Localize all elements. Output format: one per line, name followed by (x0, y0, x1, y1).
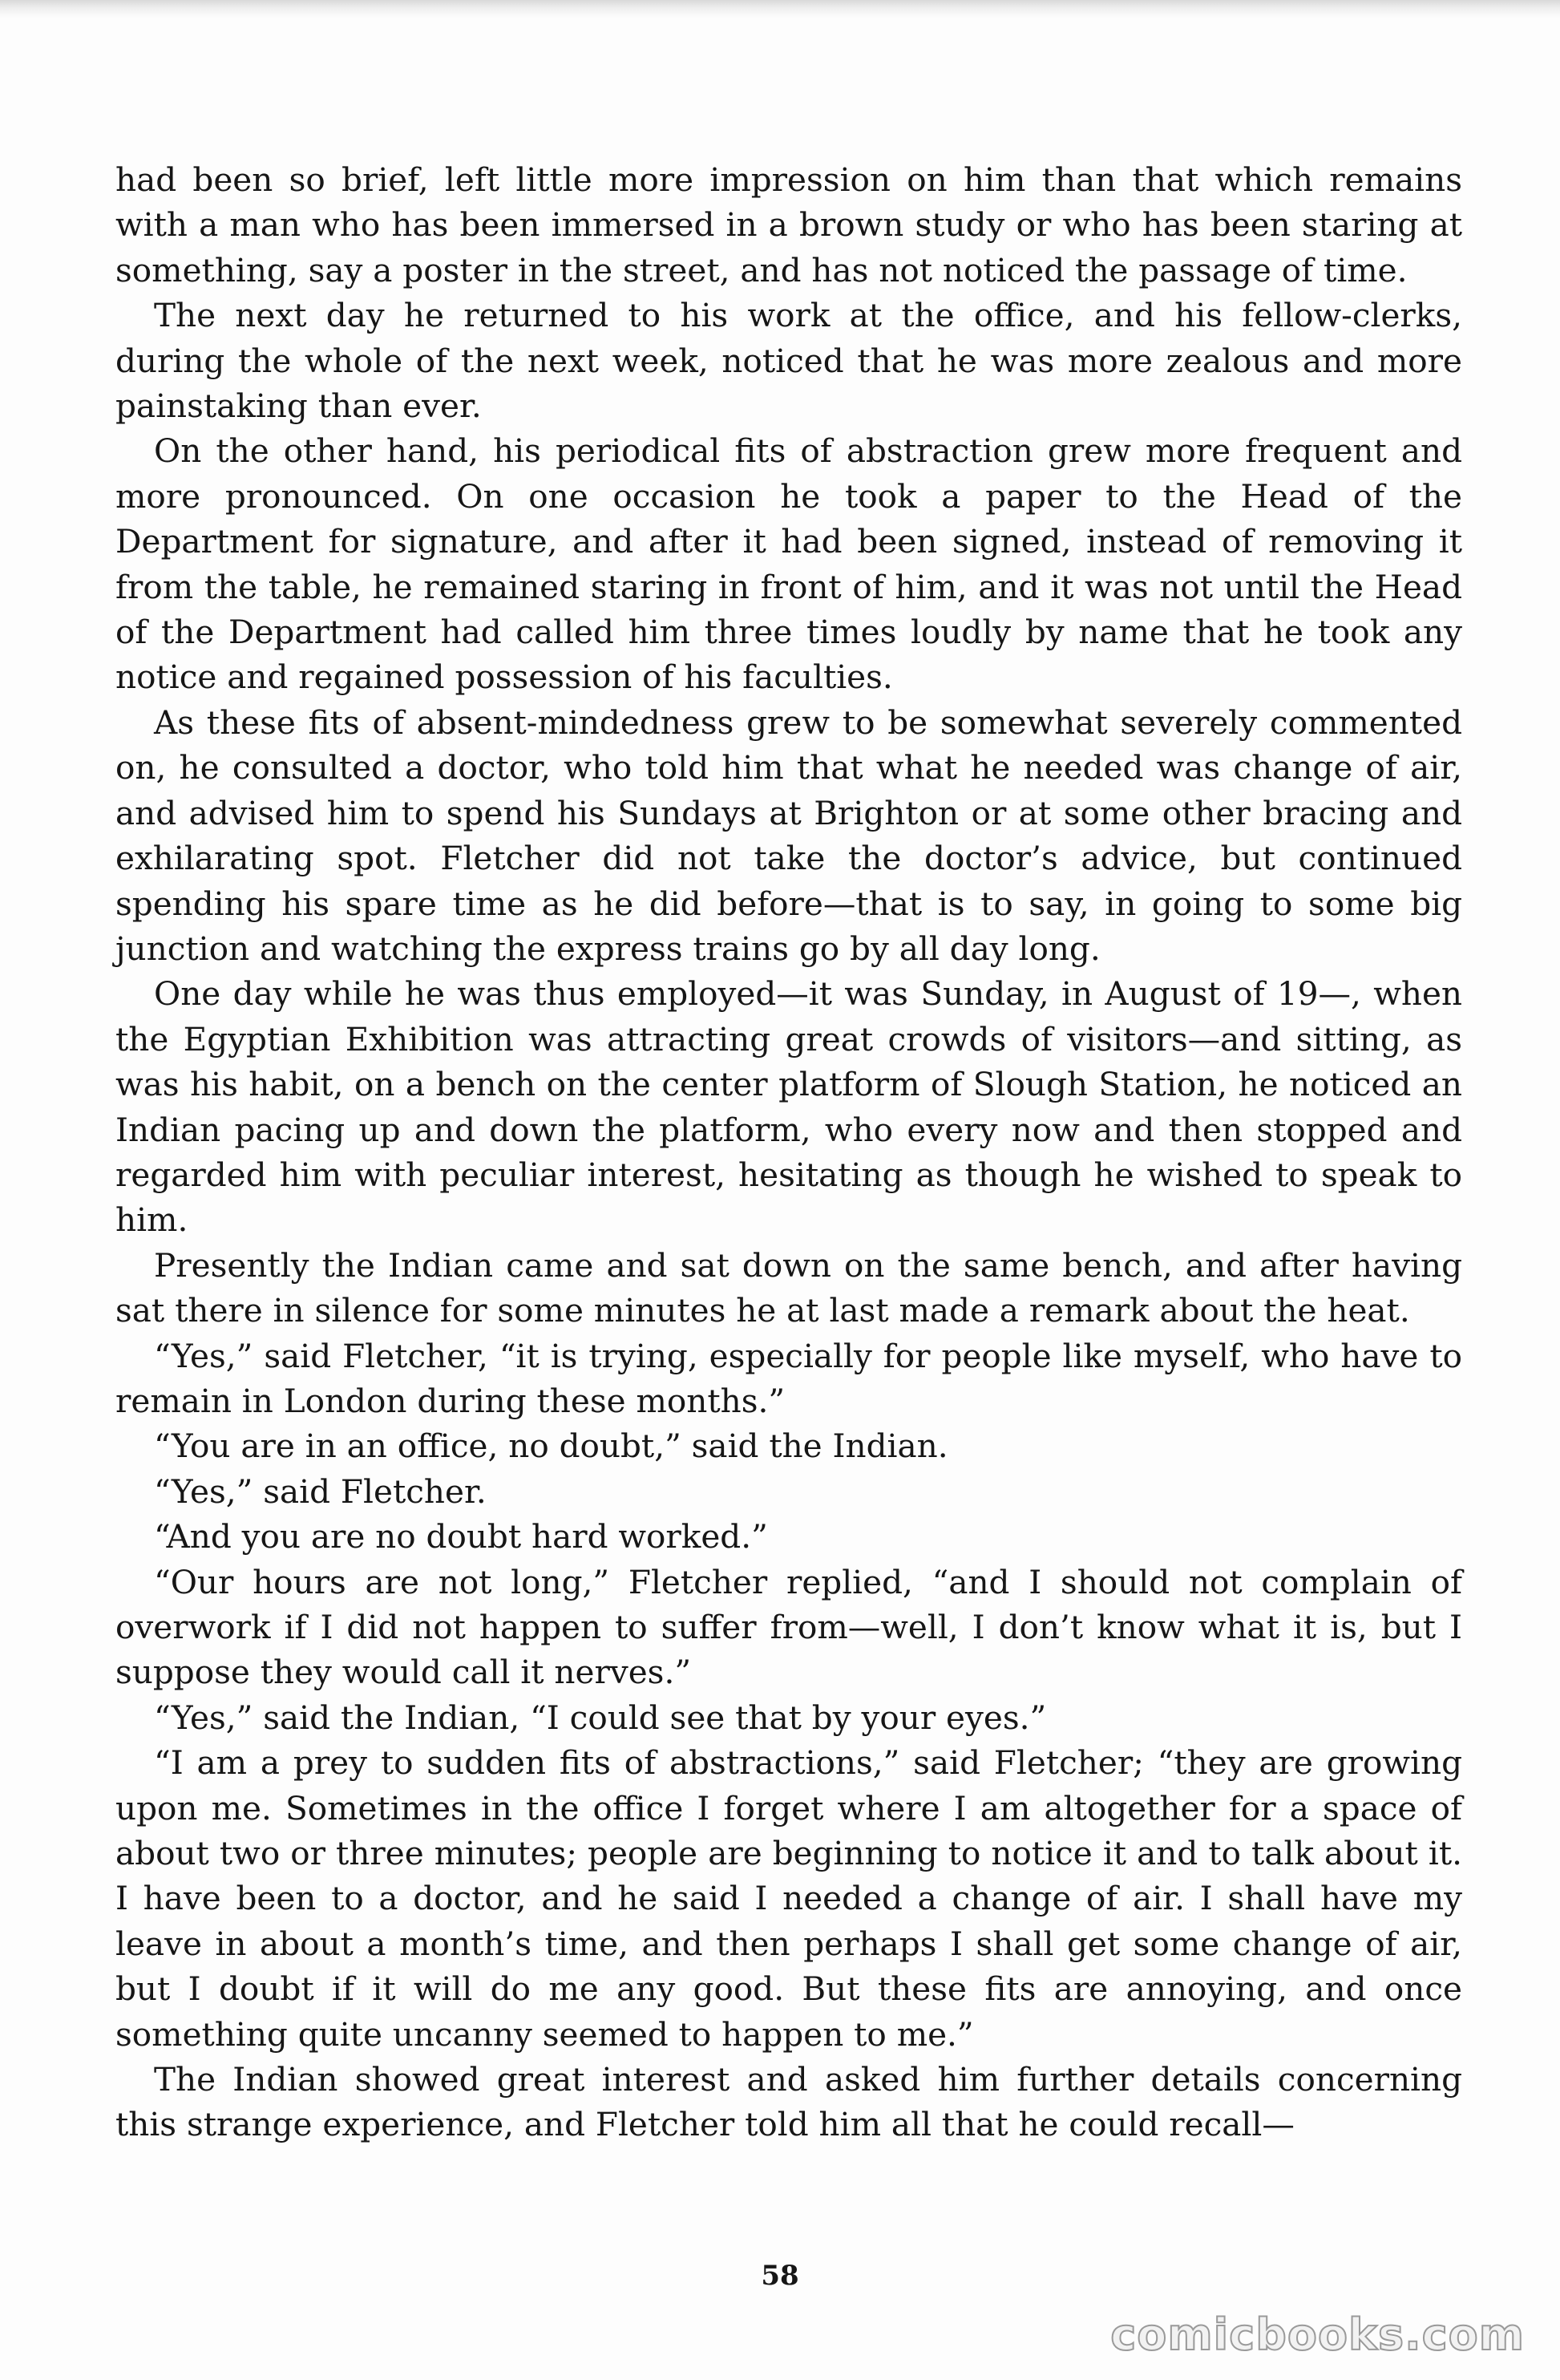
page-top-edge-shadow (0, 0, 1560, 18)
paragraph-3: On the other hand, his periodical fits of abstraction grew more frequent and more pronounced. On one occasion he took a paper to the Head of the Department for signature, and after it had been signed, instead of removing it from the table, he remained staring in front of him, and it was not until the Head of the Department had called him three times loudly by name that he took any notice and regained possession of his faculties. (115, 431, 1462, 697)
body-text (115, 157, 1462, 2147)
watermark-logo: comicbooks.com (1110, 2309, 1525, 2360)
paragraph-8: “You are in an office, no doubt,” said the Indian. (154, 1427, 948, 1466)
page-number: 58 (761, 2260, 799, 2292)
paragraph-7: “Yes,” said Fletcher, “it is trying, especially for people like myself, who have to remain in London during these months.” (115, 1336, 1462, 1420)
paragraph-4: As these fits of absent-mindedness grew to be somewhat severely commented on, he consulted a doctor, who told him that what he needed was change of air, and advised him to spend his Sundays at Brighton or at some other bracing and exhilarating spot. Fletcher did not take the doctor’s advice, but continued spending his spare time as he did before—that is to say, in going to some big junction and watching the express trains go by all day long. (115, 702, 1462, 968)
paragraph-1: had been so brief, left little more impression on him than that which remains with a man who has been immersed in a brown study or who has been staring at something, say a poster in the street, and has not noticed the passage of time. (115, 160, 1462, 289)
paragraph-10: “And you are no doubt hard worked.” (154, 1517, 768, 1556)
paragraph-14: The Indian showed great interest and asked him further details concerning this strange experience, and Fletcher told him all that he could recall— (115, 2060, 1462, 2144)
paragraph-12: “Yes,” said the Indian, “I could see that by your eyes.” (154, 1698, 1047, 1737)
paragraph-9: “Yes,” said Fletcher. (154, 1471, 487, 1511)
paragraph-13: “I am a prey to sudden fits of abstractions,” said Fletcher; “they are growing upon me. Sometimes in the office I forget where I am altogether for a space of about two or three minutes; people are beginning to notice it and to talk about it. I have been to a doctor, and he said I needed a change of air. I shall have my leave in about a month’s time, and then perhaps I shall get some change of air, but I doubt if it will do me any good. But these fits are annoying, and once something quite uncanny seemed to happen to me.” (115, 1743, 1462, 2054)
paragraph-11: “Our hours are not long,” Fletcher replied, “and I should not complain of overwork if I did not happen to suffer from—well, I don’t know what it is, but I suppose they would call it nerves.” (115, 1562, 1462, 1692)
paragraph-2: The next day he returned to his work at the office, and his fellow-clerks, during the whole of the next week, noticed that he was more zealous and more painstaking than ever. (115, 296, 1462, 426)
paragraph-6: Presently the Indian came and sat down on the same bench, and after having sat there in silence for some minutes he at last made a remark about the heat. (115, 1245, 1462, 1330)
paragraph-5: One day while he was thus employed—it was Sunday, in August of 19—, when the Egyptian Exhibition was attracting great crowds of visitors—and sitting, as was his habit, on a bench on the center platform of Slough Station, he noticed an Indian pacing up and down the platform, who every now and then stopped and regarded him with peculiar interest, hesitating as though he wished to speak to him. (115, 974, 1462, 1240)
